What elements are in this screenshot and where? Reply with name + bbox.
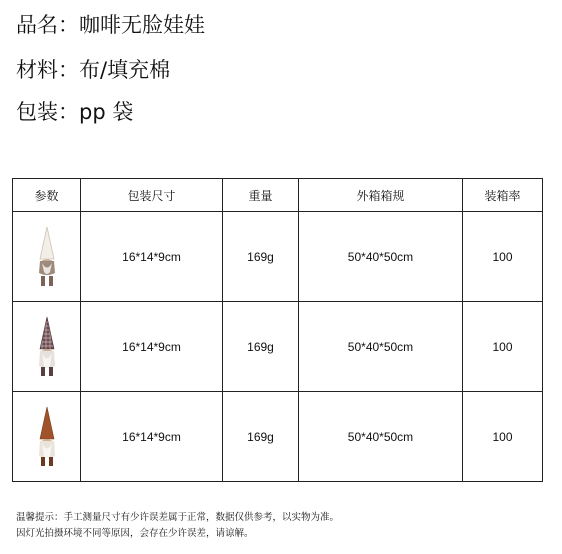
weight-cell: 169g [223, 392, 299, 482]
carton-qty-cell: 100 [463, 392, 543, 482]
table-row [13, 212, 543, 302]
weight-cell: 169g [223, 302, 299, 392]
product-image-cell [13, 302, 81, 392]
product-name-line: 品名：咖啡无脸娃娃 [16, 13, 205, 37]
table-row [13, 302, 543, 392]
package-size-cell: 16*14*9cm [81, 212, 223, 302]
gnome-doll-white-hat-icon [36, 226, 58, 288]
package-size-cell: 16*14*9cm [81, 392, 223, 482]
package-line: 包装：pp 袋 [16, 100, 134, 124]
spec-table [12, 178, 543, 482]
gnome-doll-plaid-hat-icon [36, 316, 58, 378]
header-carton-qty: 装箱率 [463, 179, 543, 212]
carton-qty-cell: 100 [463, 212, 543, 302]
note-line-2: 因灯光拍摄环境不同等原因，会存在少许误差，请谅解。 [16, 528, 254, 539]
material-line: 材料：布/填充棉 [16, 58, 171, 82]
header-carton-size: 外箱箱规 [299, 179, 463, 212]
gnome-doll-brown-hat-icon [36, 406, 58, 468]
carton-size-cell: 50*40*50cm [299, 392, 463, 482]
carton-size-cell: 50*40*50cm [299, 212, 463, 302]
table-row [13, 392, 543, 482]
carton-qty-cell: 100 [463, 302, 543, 392]
header-params: 参数 [13, 179, 81, 212]
note-line-1: 温馨提示：手工测量尺寸有少许误差属于正常，数据仅供参考，以实物为准。 [16, 512, 340, 523]
product-image-cell [13, 392, 81, 482]
header-weight: 重量 [223, 179, 299, 212]
product-image-cell [13, 212, 81, 302]
carton-size-cell: 50*40*50cm [299, 302, 463, 392]
package-size-cell: 16*14*9cm [81, 302, 223, 392]
weight-cell: 169g [223, 212, 299, 302]
header-package-size: 包装尺寸 [81, 179, 223, 212]
table-header-row [13, 179, 543, 212]
